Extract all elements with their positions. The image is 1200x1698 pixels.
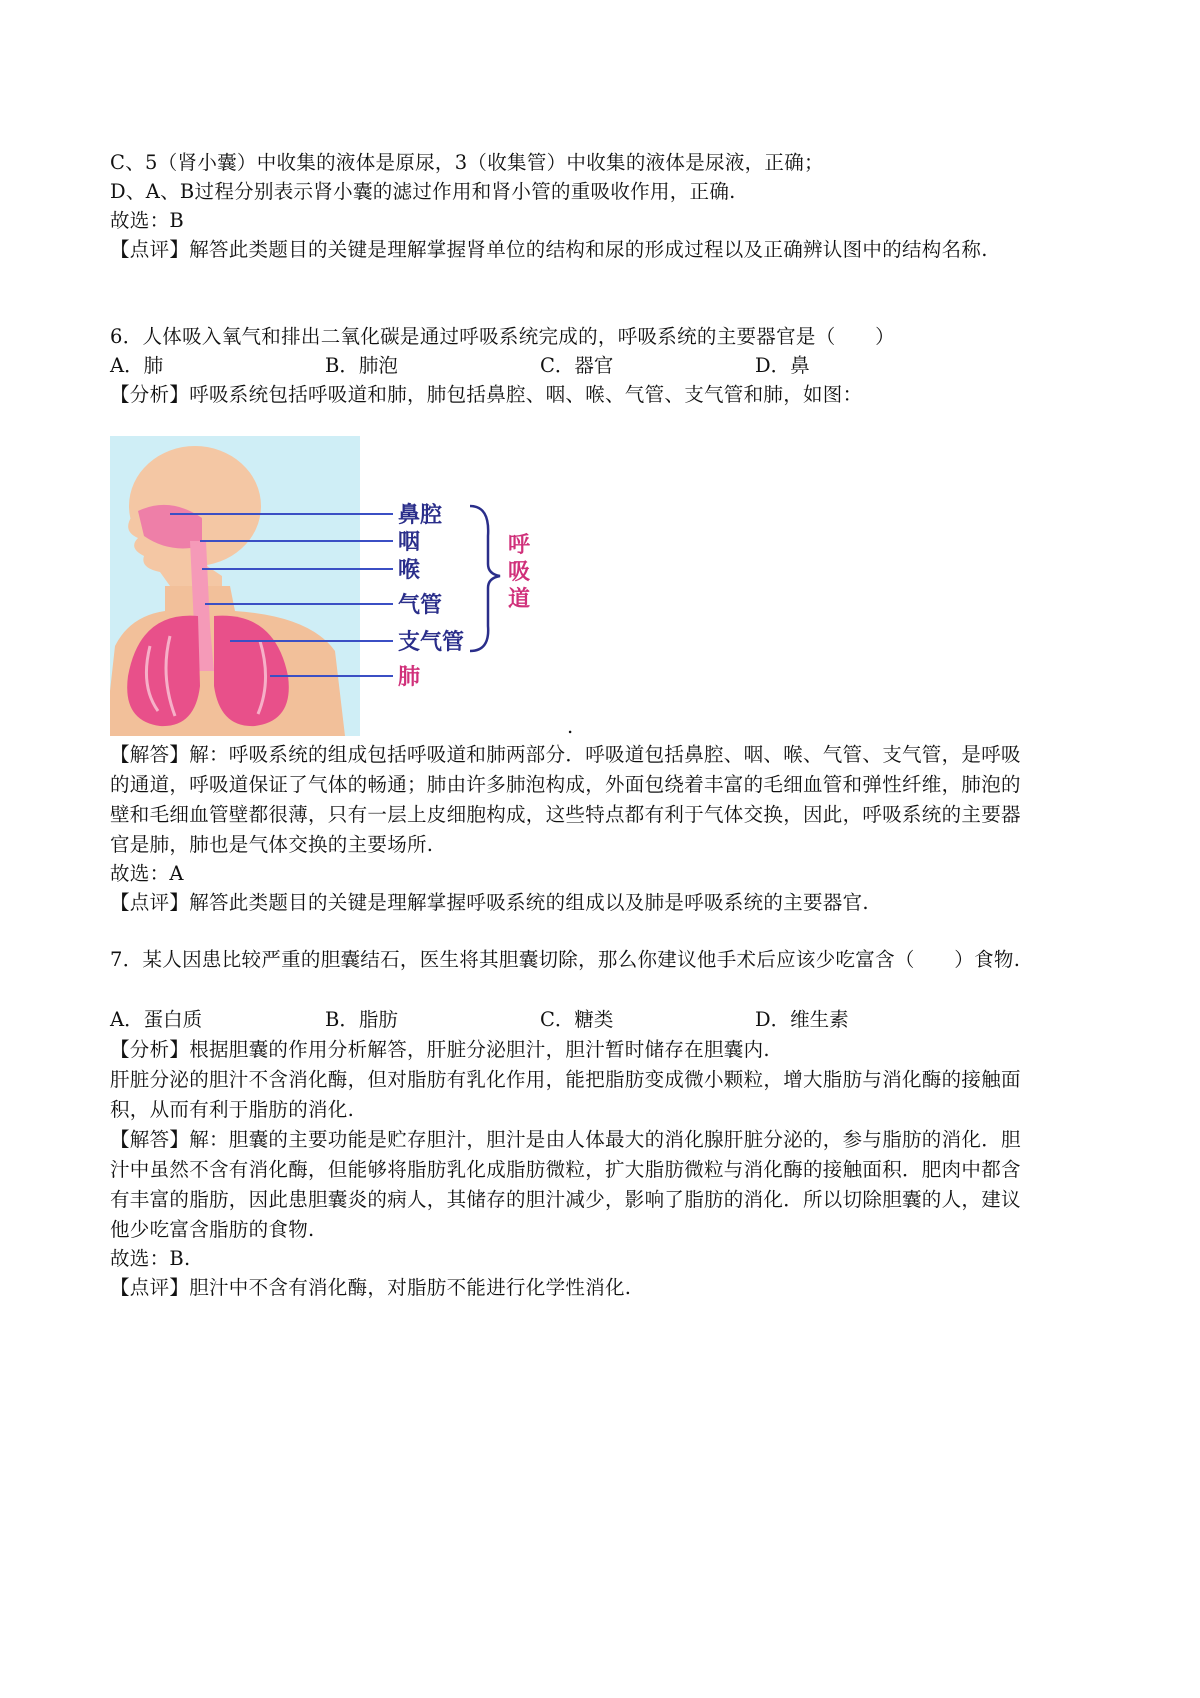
q6-option-c: C．器官 [540,354,614,377]
q7-solution-line-2: 汁中虽然不含有消化酶，但能够将脂肪乳化成脂肪微粒，扩大脂肪微粒与消化酶的接触面积．肥肉中都含 [110,1158,1021,1181]
respiratory-system-figure [110,436,565,736]
group-label-char-1: 呼 [508,532,531,558]
respiratory-diagram [110,436,565,736]
q6-stem: 6．人体吸入氧气和排出二氧化碳是通过呼吸系统完成的，呼吸系统的主要器官是（ ） [110,325,895,348]
q5-comment: 【点评】解答此类题目的关键是理解掌握肾单位的结构和尿的形成过程以及正确辨认图中的结构名称. [110,238,988,261]
label-larynx: 喉 [398,557,421,583]
label-lung: 肺 [398,664,421,690]
q6-option-b: B．肺泡 [325,354,398,377]
q5-answer: 故选：B [110,209,185,232]
q6-comment: 【点评】解答此类题目的关键是理解掌握呼吸系统的组成以及肺是呼吸系统的主要器官. [110,891,869,914]
q7-option-d: D．维生素 [755,1008,849,1031]
q7-option-a: A．蛋白质 [110,1008,203,1031]
q7-analysis-line-2: 肝脏分泌的胆汁不含消化酶，但对脂肪有乳化作用，能把脂肪变成微小颗粒，增大脂肪与消化酶的接触面 [110,1068,1021,1091]
q7-solution-line-3: 有丰富的脂肪，因此患胆囊炎的病人，其储存的胆汁减少，影响了脂肪的消化．所以切除胆囊的人，建议 [110,1188,1021,1211]
figure-suffix: . [567,715,574,738]
q5-option-d-explanation: D、A、B过程分别表示肾小囊的滤过作用和肾小管的重吸收作用，正确. [110,180,736,203]
q7-stem: 7．某人因患比较严重的胆囊结石，医生将其胆囊切除，那么你建议他手术后应该少吃富含（ ）食物. [110,948,1021,971]
q7-answer: 故选：B. [110,1247,191,1270]
airway-brace [470,506,500,651]
q7-option-b: B．脂肪 [325,1008,398,1031]
q5-option-c-explanation: C、5（肾小囊）中收集的液体是原尿，3（收集管）中收集的液体是尿液，正确； [110,151,824,174]
q7-solution-line-1: 【解答】解：胆囊的主要功能是贮存胆汁，胆汁是由人体最大的消化腺肝脏分泌的，参与脂肪的消化．胆 [110,1128,1021,1151]
group-label-char-2: 吸 [508,559,531,585]
group-label-char-3: 道 [508,586,531,612]
q6-solution-line-2: 的通道，呼吸道保证了气体的畅通；肺由许多肺泡构成，外面包绕着丰富的毛细血管和弹性纤维，肺泡的 [110,773,1021,796]
q6-analysis: 【分析】呼吸系统包括呼吸道和肺，肺包括鼻腔、咽、喉、气管、支气管和肺，如图： [110,383,863,406]
q7-comment: 【点评】胆汁中不含有消化酶，对脂肪不能进行化学性消化. [110,1276,632,1299]
label-pharynx: 咽 [398,529,421,555]
label-trachea: 气管 [398,592,443,618]
q7-solution-line-4: 他少吃富含脂肪的食物. [110,1218,315,1241]
label-bronchus: 支气管 [398,629,465,655]
q6-solution-line-3: 壁和毛细血管壁都很薄，只有一层上皮细胞构成，这些特点都有利于气体交换，因此，呼吸系统的主要器 [110,803,1021,826]
q6-answer: 故选：A [110,862,184,885]
q6-option-d: D．鼻 [755,354,810,377]
q6-option-a: A．肺 [110,354,164,377]
q7-analysis-line-1: 【分析】根据胆囊的作用分析解答，肝脏分泌胆汁，胆汁暂时储存在胆囊内. [110,1038,770,1061]
q6-solution-line-1: 【解答】解：呼吸系统的组成包括呼吸道和肺两部分．呼吸道包括鼻腔、咽、喉、气管、支气管，是呼吸 [110,743,1021,766]
q7-analysis-line-3: 积，从而有利于脂肪的消化. [110,1098,355,1121]
q7-option-c: C．糖类 [540,1008,614,1031]
q6-solution-line-4: 官是肺，肺也是气体交换的主要场所. [110,833,434,856]
label-nasal-cavity: 鼻腔 [398,502,443,528]
